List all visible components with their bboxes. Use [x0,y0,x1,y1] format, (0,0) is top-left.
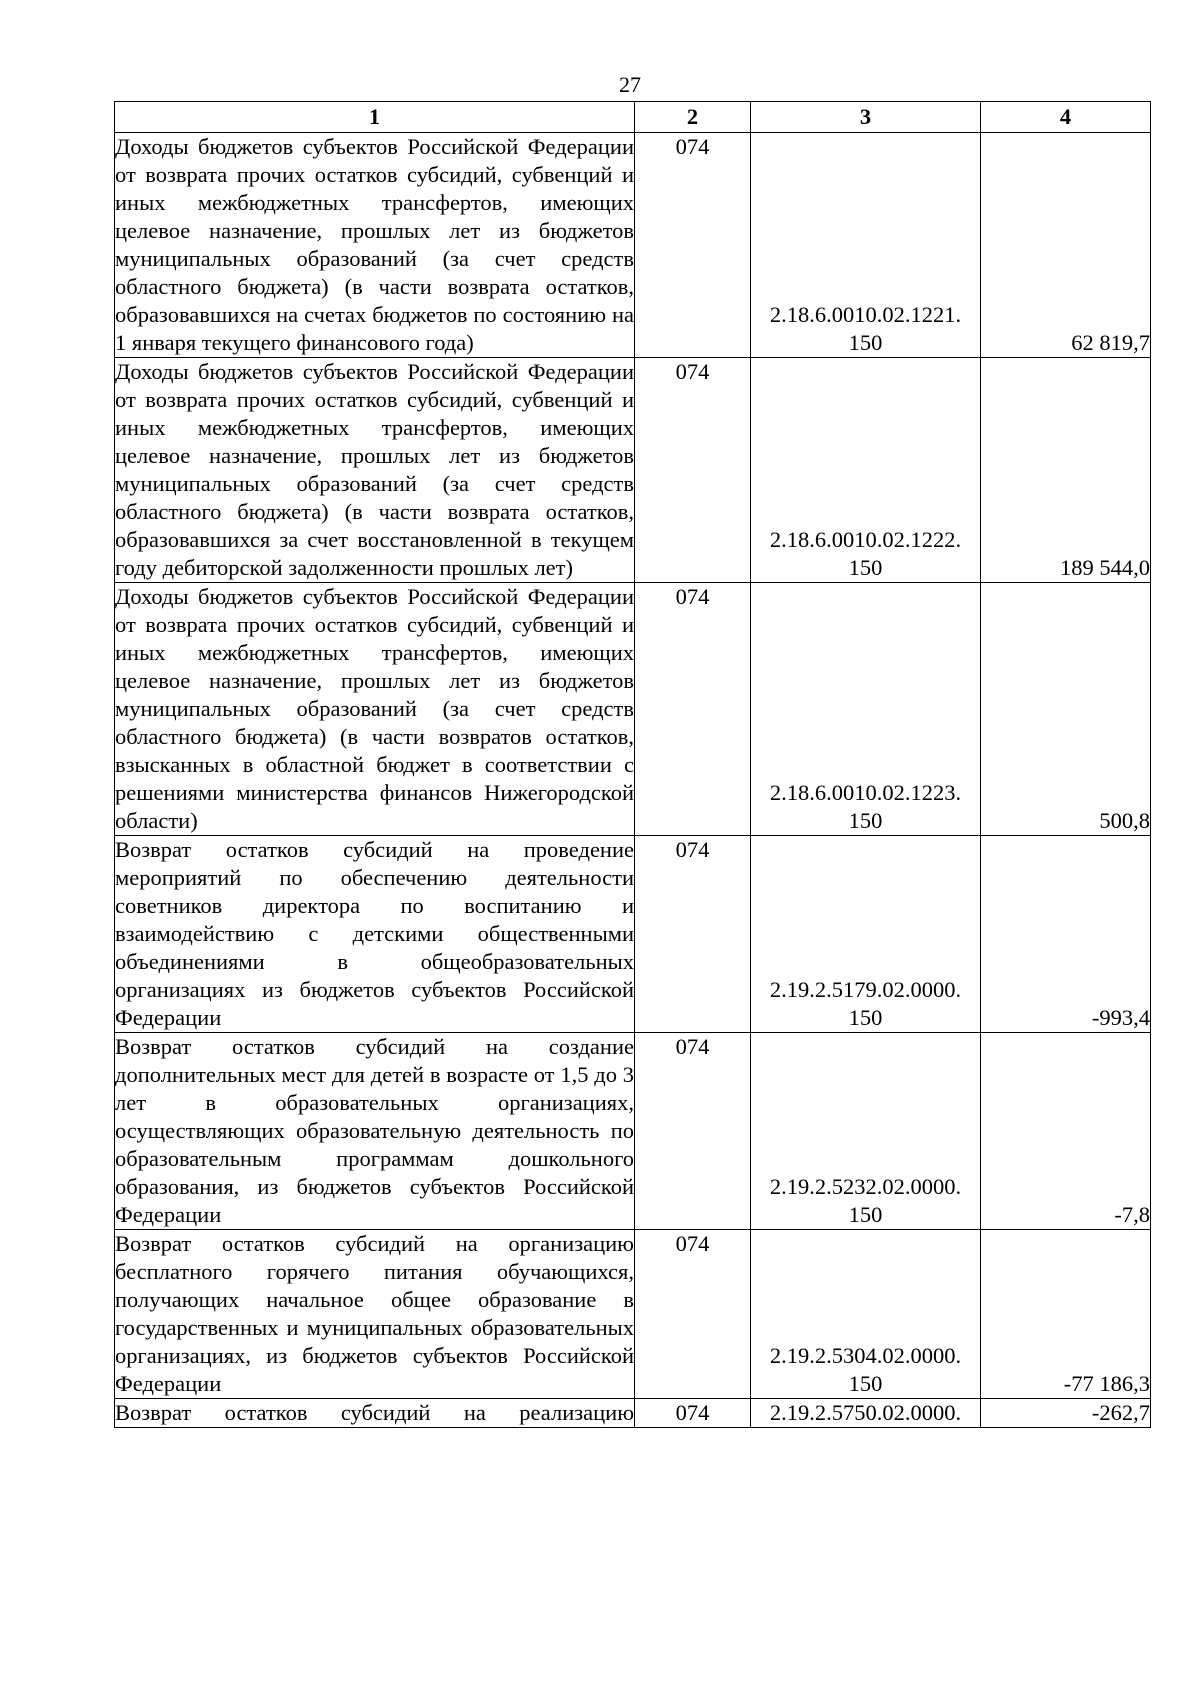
table-row [115,358,1151,583]
row-amount: -262,7 [981,1399,1151,1428]
row-amount: 189 544,0 [981,358,1151,583]
row-admin-code: 074 [635,1399,751,1428]
table-row [115,583,1151,836]
row-amount: 500,8 [981,583,1151,836]
code-line-1: 2.19.2.5232.02.0000. [769,1174,962,1199]
column-header-1: 1 [115,102,635,133]
code-line-1: 2.18.6.0010.02.1222. [769,527,962,552]
row-description: Возврат остатков субсидий на организацию бесплатного горячего питания обучающихся, получающих начальное общее образование в государственных и муниципальных образовательных организациях, из бюджетов субъектов Российской Федерации [115,1230,635,1399]
code-line-1: 2.19.2.5179.02.0000. [769,977,962,1002]
row-description: Возврат остатков субсидий на создание дополнительных мест для детей в возрасте от 1,5 до 3 лет в образовательных организациях, осуществляющих образовательную деятельность по образовательным программам дошкольного образования, из бюджетов субъектов Российской Федерации [115,1033,635,1230]
column-header-2: 2 [635,102,751,133]
column-header-4: 4 [981,102,1151,133]
row-classification-code [751,358,981,583]
row-classification-code [751,1230,981,1399]
row-classification-code [751,1033,981,1230]
code-line-2: 150 [848,808,883,833]
row-admin-code: 074 [635,836,751,1033]
row-description: Доходы бюджетов субъектов Российской Федерации от возврата прочих остатков субсидий, субвенций и иных межбюджетных трансфертов, имеющих целевое назначение, прошлых лет из бюджетов муниципальных образований (за счет средств областного бюджета) (в части возврата остатков, образовавшихся за счет восстановленной в текущем году дебиторской задолженности прошлых лет) [115,358,635,583]
row-admin-code: 074 [635,1033,751,1230]
budget-revenue-table [114,101,1151,1428]
code-line-1: 2.19.2.5304.02.0000. [769,1343,962,1368]
column-header-3: 3 [751,102,981,133]
row-description: Возврат остатков субсидий на проведение мероприятий по обеспечению деятельности советников директора по воспитанию и взаимодействию с детскими общественными объединениями в общеобразовательных организациях из бюджетов субъектов Российской Федерации [115,836,635,1033]
code-line-2: 150 [848,330,883,355]
row-amount: 62 819,7 [981,133,1151,358]
row-classification-code [751,133,981,358]
row-description: Доходы бюджетов субъектов Российской Федерации от возврата прочих остатков субсидий, субвенций и иных межбюджетных трансфертов, имеющих целевое назначение, прошлых лет из бюджетов муниципальных образований (за счет средств областного бюджета) (в части возврата остатков, образовавшихся на счетах бюджетов по состоянию на 1 января текущего финансового года) [115,133,635,358]
row-amount: -993,4 [981,836,1151,1033]
row-admin-code: 074 [635,1230,751,1399]
code-line-2: 150 [848,555,883,580]
table-row [115,1399,1151,1428]
row-admin-code: 074 [635,583,751,836]
code-line-1: 2.18.6.0010.02.1223. [769,780,962,805]
code-line-2: 150 [848,1005,883,1030]
row-amount: -77 186,3 [981,1230,1151,1399]
code-line-1: 2.18.6.0010.02.1221. [769,302,962,327]
row-description: Доходы бюджетов субъектов Российской Федерации от возврата прочих остатков субсидий, субвенций и иных межбюджетных трансфертов, имеющих целевое назначение, прошлых лет из бюджетов муниципальных образований (за счет средств областного бюджета) (в части возвратов остатков, взысканных в областной бюджет в соответствии с решениями министерства финансов Нижегородской области) [115,583,635,836]
row-classification-code [751,836,981,1033]
page-number: 27 [619,72,641,97]
row-description: Возврат остатков субсидий на реализацию [115,1399,635,1428]
table-row [115,1230,1151,1399]
row-admin-code: 074 [635,133,751,358]
table-header-row [115,102,1151,133]
code-line-1: 2.19.2.5750.02.0000. [769,1400,962,1425]
code-line-2: 150 [848,1202,883,1227]
row-classification-code [751,583,981,836]
table-row [115,133,1151,358]
row-classification-code [751,1399,981,1428]
row-amount: -7,8 [981,1033,1151,1230]
row-admin-code: 074 [635,358,751,583]
table-row [115,1033,1151,1230]
code-line-2: 150 [848,1371,883,1396]
table-row [115,836,1151,1033]
